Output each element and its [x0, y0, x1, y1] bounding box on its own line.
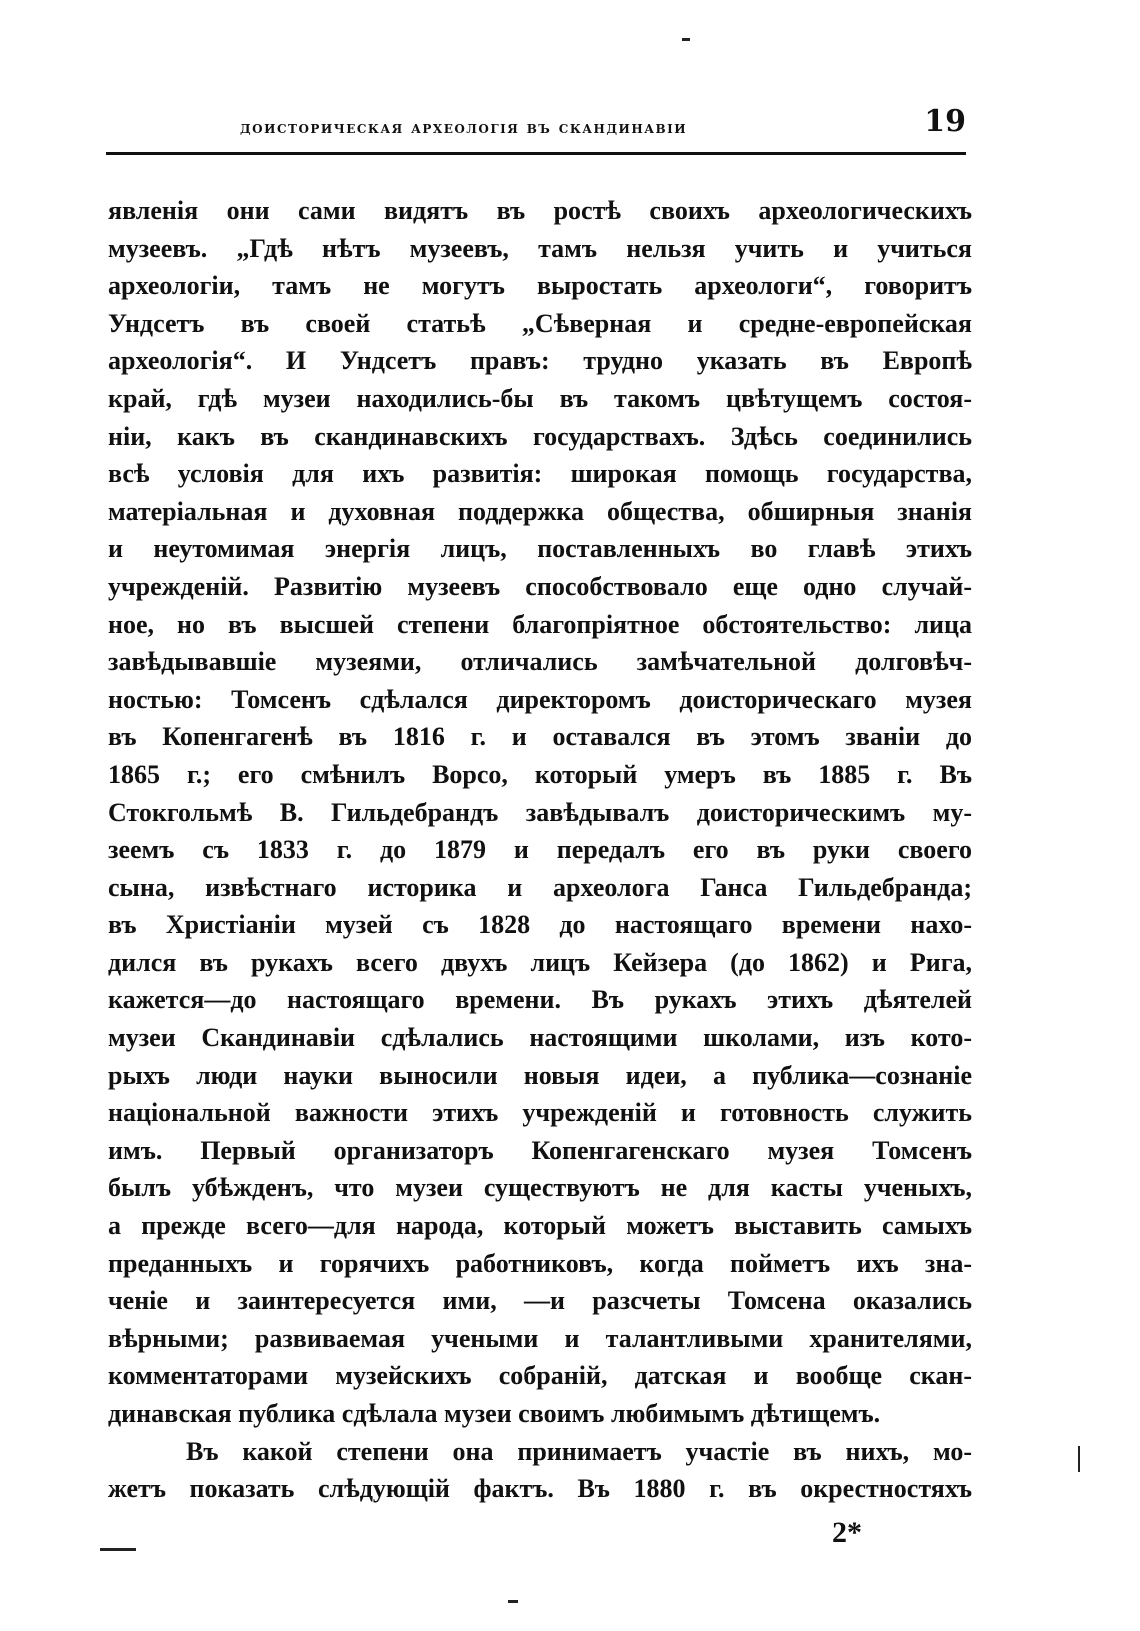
text-line: ченіе и заинтересуется ими, —и разсчеты Томсена оказались [108, 1286, 972, 1316]
text-line: національной важности этихъ учрежденій и готовность служить [108, 1098, 972, 1128]
text-line: явленія они сами видятъ въ ростѣ своихъ археологическихъ [108, 196, 972, 225]
text-line: и неутомимая энергія лицъ, поставленныхъ во главѣ этихъ [108, 534, 972, 564]
text-line: преданныхъ и горячихъ работниковъ, когда пойметъ ихъ зна- [108, 1248, 972, 1278]
text-line: имъ. Первый организаторъ Копенгагенскаго музея Томсенъ [108, 1135, 972, 1165]
text-line: матеріальная и духовная поддержка общества, обширныя знанія [108, 496, 972, 526]
text-line: жетъ показать слѣдующій фактъ. Въ 1880 г. въ окрестностяхъ [108, 1474, 972, 1504]
text-line: динавская публика сдѣлала музеи своимъ любимымъ дѣтищемъ. [108, 1399, 881, 1428]
header-rule [106, 152, 966, 155]
signature-mark: 2* [832, 1516, 862, 1549]
text-line: сына, извѣстнаго историка и археолога Ганса Гильдебранда; [108, 872, 972, 902]
text-line: Ундсетъ въ своей статьѣ „Сѣверная и средне-европейская [108, 308, 972, 338]
text-line: а прежде всего—для народа, который можетъ выставить самыхъ [108, 1211, 972, 1241]
text-line: всѣ условія для ихъ развитія: широкая помощь государства, [108, 459, 972, 489]
text-line: комментаторами музейскихъ собраній, датская и вообще скан- [108, 1361, 972, 1391]
text-line: ностью: Томсенъ сдѣлался директоромъ доисторическаго музея [108, 684, 972, 714]
scan-speck [682, 38, 690, 41]
page-header [106, 104, 966, 152]
scan-speck [1078, 1446, 1080, 1472]
text-line: ное, но въ высшей степени благопріятное обстоятельство: лица [108, 609, 972, 639]
text-line: музеевъ. „Гдѣ нѣтъ музеевъ, тамъ нельзя учить и учиться [108, 233, 972, 263]
text-line: край, гдѣ музеи находились-бы въ такомъ цвѣтущемъ состоя- [108, 383, 972, 413]
text-line: ніи, какъ въ скандинавскихъ государствахъ. Здѣсь соединились [108, 421, 972, 451]
body-text [108, 192, 972, 1508]
text-line: рыхъ люди науки выносили новыя идеи, а публика—сознаніе [108, 1060, 972, 1090]
page-number: 19 [924, 104, 966, 139]
text-line: былъ убѣжденъ, что музеи существуютъ не для касты ученыхъ, [108, 1173, 972, 1203]
text-line: завѣдывавшіе музеями, отличались замѣчательной долговѣч- [108, 647, 972, 677]
text-line: въ Копенгагенѣ въ 1816 г. и оставался въ этомъ званіи до [108, 722, 972, 752]
scan-speck [100, 1548, 136, 1551]
text-line: зеемъ съ 1833 г. до 1879 и передалъ его въ руки своего [108, 835, 972, 865]
text-line: Стокгольмѣ В. Гильдебрандъ завѣдывалъ доисторическимъ му- [108, 797, 972, 827]
text-line: учрежденій. Развитію музеевъ способствовало еще одно случай- [108, 571, 972, 601]
text-line: 1865 г.; его смѣнилъ Ворсо, который умеръ въ 1885 г. Въ [108, 759, 972, 789]
text-line: вѣрными; развиваемая учеными и талантливыми хранителями, [108, 1323, 972, 1353]
running-title: доисторическая археологія въ скандинавіи [240, 118, 688, 138]
scan-speck [508, 1600, 518, 1603]
paragraph-first-line: Въ какой степени она принимаетъ участіе въ нихъ, мо- [186, 1436, 972, 1466]
text-line: въ Христіаніи музей съ 1828 до настоящаго времени нахо- [108, 910, 972, 940]
text-line: археологія“. И Ундсетъ правъ: трудно указать въ Европѣ [108, 346, 972, 376]
text-line: археологіи, тамъ не могутъ выростать археологи“, говоритъ [108, 271, 972, 301]
text-line: музеи Скандинавіи сдѣлались настоящими школами, изъ кото- [108, 1023, 972, 1053]
text-line: дился въ рукахъ всего двухъ лицъ Кейзера (до 1862) и Рига, [108, 947, 972, 977]
text-line: кажется—до настоящаго времени. Въ рукахъ этихъ дѣятелей [108, 985, 972, 1015]
